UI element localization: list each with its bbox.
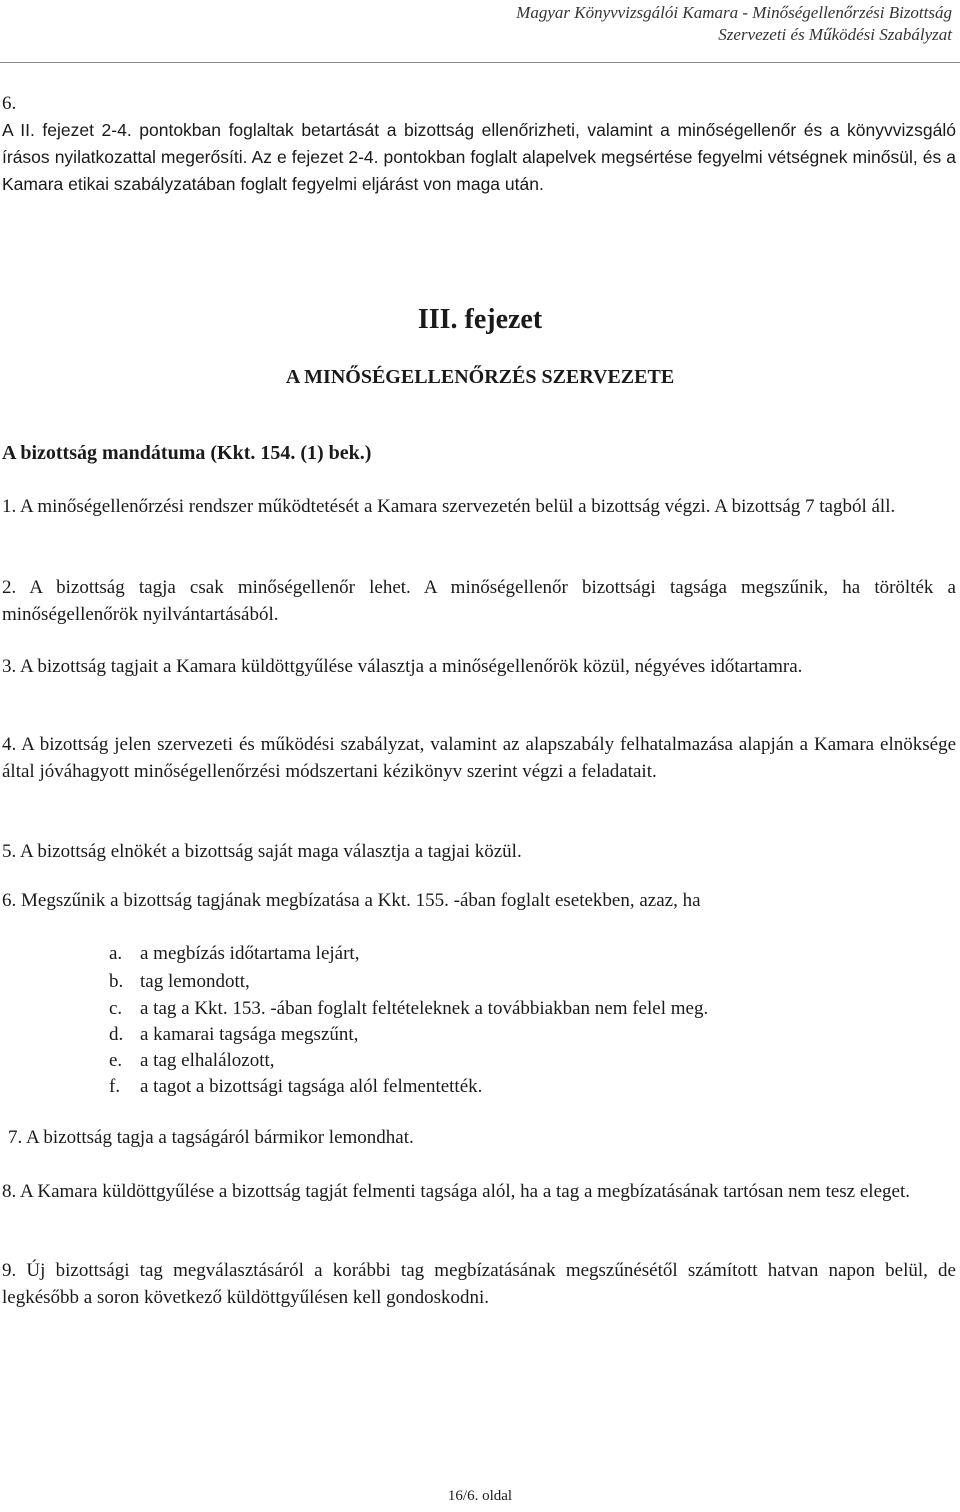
paragraph-7: 7. A bizottság tagja a tagságáról bármikor lemondhat. — [8, 1127, 414, 1148]
list-text: tag lemondott, — [140, 971, 250, 992]
page-footer: 16/6. oldal — [447, 1488, 513, 1504]
paragraph-1: 1. A minőségellenőrzési rendszer működtetését a Kamara szervezetén belül a bizottság végzi. A bizottság 7 tagból áll. — [2, 496, 896, 517]
list-item — [109, 968, 250, 995]
list-item — [109, 995, 708, 1022]
paragraph-8: 8. A Kamara küldöttgyűlése a bizottság tagját felmenti tagsága alól, ha a tag a megbízatásának tartósan nem tesz eleget. — [2, 1181, 910, 1202]
header-rule — [0, 62, 960, 63]
list-text: a kamarai tagsága megszűnt, — [140, 1024, 359, 1045]
paragraph-6: 6. Megszűnik a bizottság tagjának megbízatása a Kkt. 155. -ában foglalt esetekben, azaz, ha — [2, 890, 701, 911]
list-marker: e. — [109, 1050, 123, 1071]
intro-number: 6. — [2, 93, 17, 114]
paragraph-2: 2. A bizottság tagja csak minőségellenőr lehet. A minőségellenőr bizottsági tagsága megszűnik, ha törölték a minőségellenőrök nyilvántartásából. — [2, 577, 956, 625]
list-item — [109, 940, 359, 967]
chapter-subtitle: A MINŐSÉGELLENŐRZÉS SZERVEZETE — [285, 366, 675, 388]
list-item — [109, 1021, 358, 1048]
list-item — [109, 1047, 275, 1074]
paragraph-9: 9. Új bizottsági tag megválasztásáról a korábbi tag megbízatásának megszűnésétől számított hatvan napon belül, de legkésőbb a soron következő küldöttgyűlésen kell gondoskodni. — [2, 1260, 956, 1308]
list-text: a tag elhalálozott, — [140, 1050, 275, 1071]
list-marker: c. — [109, 998, 123, 1019]
chapter-title: III. fejezet — [417, 304, 543, 335]
header-line-1: Magyar Könyvvizsgálói Kamara - Minőségellenőrzési Bizottság — [516, 3, 952, 22]
paragraph-4: 4. A bizottság jelen szervezeti és működési szabályzat, valamint az alapszabály felhatalmazása alapján a Kamara elnöksége által jóváhagyott minőségellenőrzési módszertani kézikönyv szerint végzi a feladatait. — [2, 734, 956, 782]
list-item — [109, 1073, 482, 1100]
list-marker: d. — [109, 1024, 124, 1045]
list-text: a tag a Kkt. 153. -ában foglalt feltételeknek a továbbiakban nem felel meg. — [140, 998, 709, 1019]
header-line-2: Szervezeti és Működési Szabályzat — [718, 25, 952, 44]
list-marker: f. — [109, 1076, 121, 1097]
page-header — [516, 2, 952, 46]
list-text: a tagot a bizottsági tagsága alól felmentették. — [140, 1076, 483, 1097]
list-text: a megbízás időtartama lejárt, — [140, 943, 360, 964]
list-marker: b. — [109, 971, 124, 992]
paragraph-3: 3. A bizottság tagjait a Kamara küldöttgyűlése választja a minőségellenőrök közül, négyéves időtartamra. — [2, 656, 803, 677]
intro-paragraph: A II. fejezet 2-4. pontokban foglaltak betartását a bizottság ellenőrizheti, valamint a minőségellenőr és a könyvvizsgáló írásos nyilatkozattal megerősíti. Az e fejezet 2-4. pontokban foglalt alapelvek megsértése fegyelmi vétségnek minősül, és a Kamara etikai szabályzatában foglalt fegyelmi eljárást von maga után. — [2, 120, 956, 194]
section-title: A bizottság mandátuma (Kkt. 154. (1) bek.) — [2, 442, 372, 464]
list-marker: a. — [109, 943, 123, 964]
paragraph-5: 5. A bizottság elnökét a bizottság saját maga választja a tagjai közül. — [2, 841, 522, 862]
